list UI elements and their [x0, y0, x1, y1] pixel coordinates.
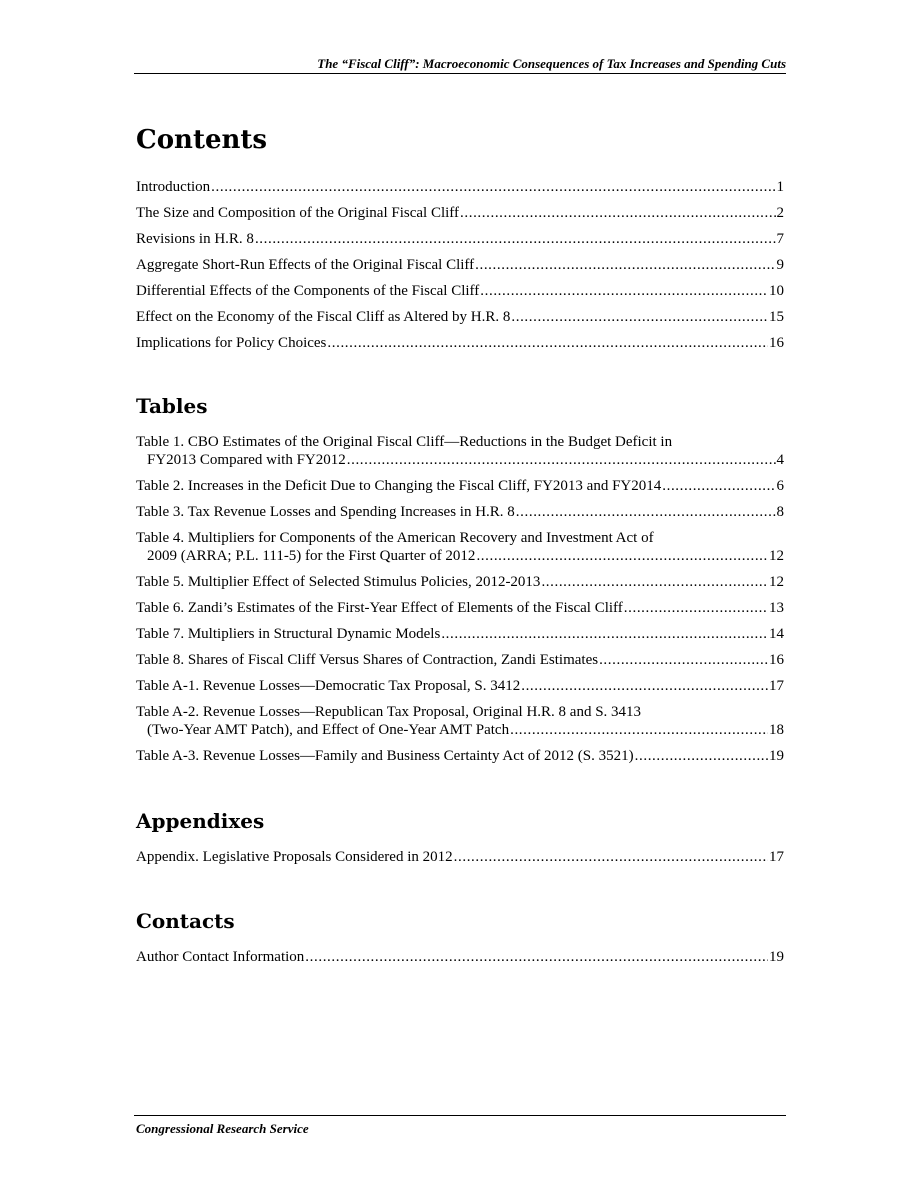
toc-entry-title: 2009 (ARRA; P.L. 111-5) for the First Quarter of 2012: [147, 548, 476, 564]
toc-entry-page: 1: [776, 179, 784, 195]
header-rule: [134, 73, 786, 74]
dot-leader: [511, 308, 768, 326]
toc-entry-title: Table A-1. Revenue Losses—Democratic Tax Proposal, S. 3412: [136, 678, 521, 694]
dot-leader: [460, 204, 775, 222]
dot-leader: [480, 282, 768, 300]
toc-entry-page: 4: [776, 452, 784, 468]
toc-entry-table-7[interactable]: [136, 625, 784, 643]
dot-leader: [305, 948, 768, 966]
toc-entry-table-a3[interactable]: [136, 747, 784, 765]
toc-entry-table-3[interactable]: [136, 503, 784, 521]
toc-entry-revisions-hr8[interactable]: [136, 230, 784, 248]
toc-entry-title: Implications for Policy Choices: [136, 335, 327, 351]
toc-entry-table-4[interactable]: [136, 529, 784, 565]
toc-entry-page: 6: [776, 478, 784, 494]
toc-entry-title-line1: Table 4. Multipliers for Components of the American Recovery and Investment Act of: [136, 530, 654, 546]
toc-entry-page: 10: [769, 283, 784, 299]
toc-entry-title: Table 3. Tax Revenue Losses and Spending Increases in H.R. 8: [136, 504, 515, 520]
dot-leader: [441, 625, 768, 643]
toc-entry-title: Author Contact Information: [136, 949, 305, 965]
toc-entry-title: Introduction: [136, 179, 211, 195]
toc-entry-title: Revisions in H.R. 8: [136, 231, 254, 247]
toc-entry-page: 9: [776, 257, 784, 273]
toc-entry-title: Table 2. Increases in the Deficit Due to Changing the Fiscal Cliff, FY2013 and FY2014: [136, 478, 662, 494]
toc-entry-page: 7: [776, 231, 784, 247]
dot-leader: [599, 651, 768, 669]
toc-entry-table-6[interactable]: [136, 599, 784, 617]
contents-heading: Contents: [136, 125, 268, 155]
toc-entry-effect-economy[interactable]: [136, 308, 784, 326]
dot-leader: [541, 573, 768, 591]
dot-leader: [454, 848, 768, 866]
footer-text: Congressional Research Service: [136, 1121, 309, 1136]
dot-leader: [635, 747, 768, 765]
toc-entry-page: 15: [769, 309, 784, 325]
dot-leader: [211, 178, 775, 196]
toc-entry-table-2[interactable]: [136, 477, 784, 495]
contacts-list: [136, 948, 784, 966]
toc-entry-title: Differential Effects of the Components of the Fiscal Cliff: [136, 283, 480, 299]
toc-entry-page: 14: [769, 626, 784, 642]
toc-entry-table-5[interactable]: [136, 573, 784, 591]
toc-entry-author-contact[interactable]: [136, 948, 784, 966]
toc-entry-aggregate-effects[interactable]: [136, 256, 784, 274]
footer-rule: [134, 1115, 786, 1116]
toc-entry-title: Effect on the Economy of the Fiscal Cliff as Altered by H.R. 8: [136, 309, 511, 325]
dot-leader: [624, 599, 768, 617]
dot-leader: [475, 256, 775, 274]
contents-section: [136, 124, 784, 156]
toc-entry-title: Table 6. Zandi’s Estimates of the First-Year Effect of Elements of the Fiscal Cliff: [136, 600, 623, 616]
dot-leader: [347, 451, 776, 469]
toc-entry-implications[interactable]: [136, 334, 784, 352]
toc-entry-title-line1: Table 1. CBO Estimates of the Original Fiscal Cliff—Reductions in the Budget Deficit in: [136, 434, 673, 450]
dot-leader: [327, 334, 768, 352]
toc-entry-appendix[interactable]: [136, 848, 784, 866]
toc-entry-page: 2: [776, 205, 784, 221]
toc-entry-title: FY2013 Compared with FY2012: [147, 452, 346, 468]
toc-entry-title: Table 7. Multipliers in Structural Dynamic Models: [136, 626, 441, 642]
toc-entry-title-line1: Table A-2. Revenue Losses—Republican Tax Proposal, Original H.R. 8 and S. 3413: [136, 704, 642, 720]
toc-entry-title: Appendix. Legislative Proposals Considered in 2012: [136, 849, 453, 865]
toc-entry-title: Table 5. Multiplier Effect of Selected Stimulus Policies, 2012-2013: [136, 574, 541, 590]
toc-entry-page: 16: [769, 652, 784, 668]
toc-entry-page: 18: [769, 722, 784, 738]
running-header: The “Fiscal Cliff”: Macroeconomic Consequences of Tax Increases and Spending Cuts: [317, 56, 786, 71]
toc-entry-page: 8: [776, 504, 784, 520]
toc-entry-table-8[interactable]: [136, 651, 784, 669]
toc-entry-page: 13: [769, 600, 784, 616]
dot-leader: [662, 477, 775, 495]
dot-leader: [255, 230, 776, 248]
dot-leader: [510, 721, 768, 739]
toc-entry-title: Table A-3. Revenue Losses—Family and Business Certainty Act of 2012 (S. 3521): [136, 748, 634, 764]
toc-entry-differential-effects[interactable]: [136, 282, 784, 300]
toc-entry-page: 16: [769, 335, 784, 351]
toc-entry-table-1[interactable]: [136, 433, 784, 469]
toc-entry-title: (Two-Year AMT Patch), and Effect of One-Year AMT Patch: [147, 722, 510, 738]
toc-entry-page: 12: [769, 548, 784, 564]
tables-list: [136, 433, 784, 765]
dot-leader: [476, 547, 768, 565]
toc-entry-table-a2[interactable]: [136, 703, 784, 739]
toc-entry-page: 19: [769, 748, 784, 764]
contents-list: [136, 178, 784, 352]
toc-entry-table-a1[interactable]: [136, 677, 784, 695]
toc-entry-page: 12: [769, 574, 784, 590]
dot-leader: [516, 503, 776, 521]
appendixes-list: [136, 848, 784, 866]
contacts-heading: Contacts: [136, 909, 235, 933]
tables-heading: Tables: [136, 394, 208, 418]
toc-entry-title: Aggregate Short-Run Effects of the Original Fiscal Cliff: [136, 257, 475, 273]
toc-entry-title: Table 8. Shares of Fiscal Cliff Versus Shares of Contraction, Zandi Estimates: [136, 652, 599, 668]
toc-entry-title: The Size and Composition of the Original Fiscal Cliff: [136, 205, 460, 221]
toc-entry-page: 19: [769, 949, 784, 965]
toc-entry-page: 17: [769, 849, 784, 865]
toc-entry-page: 17: [769, 678, 784, 694]
appendixes-heading: Appendixes: [136, 809, 265, 833]
toc-entry-introduction[interactable]: [136, 178, 784, 196]
dot-leader: [521, 677, 768, 695]
toc-entry-size-composition[interactable]: [136, 204, 784, 222]
